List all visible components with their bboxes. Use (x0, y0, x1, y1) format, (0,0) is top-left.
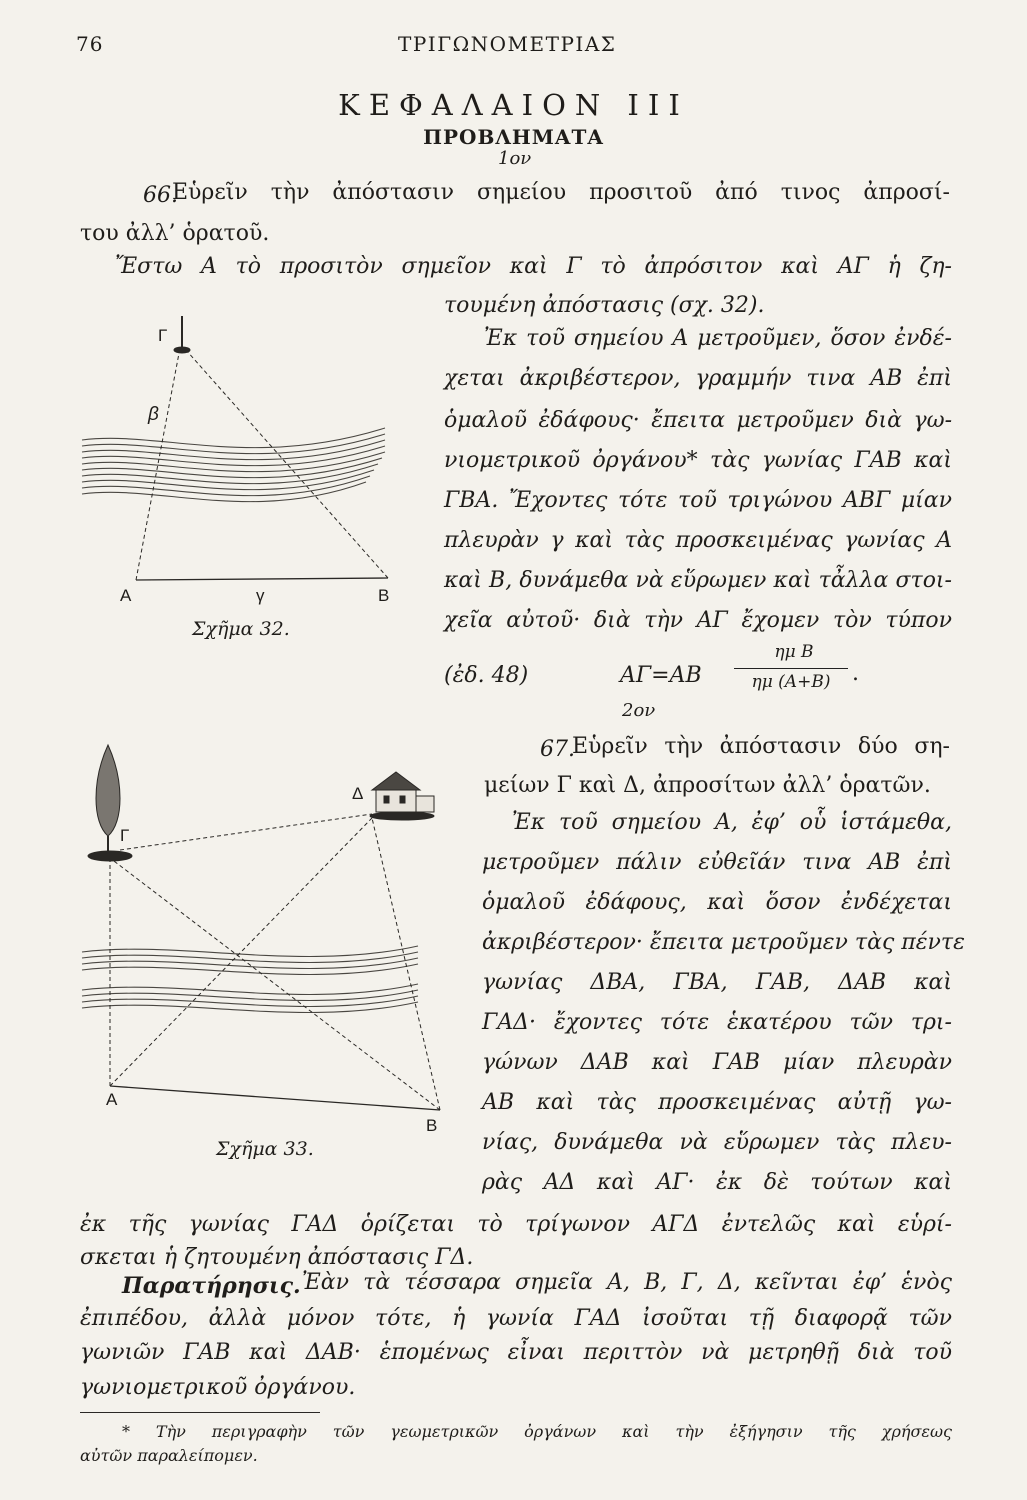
house-icon (370, 772, 434, 820)
s2-body-line-2: ὁμαλοῦ ἐδάφους, καὶ ὅσον ἐνδέχεται (482, 890, 952, 915)
section-marker-1: 1ον (498, 148, 532, 169)
page-number: 76 (76, 32, 104, 56)
footnote-line-1: αὐτῶν παραλείπομεν. (80, 1446, 258, 1465)
s2-full-line-1: σκεται ἡ ζητουμένη ἀπόστασις ΓΔ. (80, 1245, 474, 1270)
fig33-label-b: Β (426, 1116, 438, 1135)
fig32-label-small-gamma: γ (256, 586, 265, 605)
footnote-line-0: * Τὴν περιγραφὴν τῶν γεωμετρικῶν ὀργάνων καὶ τὴν ἐξήγησιν τῆς χρήσεως (122, 1422, 952, 1441)
fig32-label-beta: β (148, 404, 159, 425)
s1-body-line-2: Ἐκ τοῦ σημείου Α μετροῦμεν, ὅσον ἐνδέ- (484, 326, 952, 351)
s1-body-line-5: νιομετρικοῦ ὀργάνου* τὰς γωνίας ΓΑΒ καὶ (444, 448, 952, 473)
s2-body-line-4: γωνίας ΔΒΑ, ΓΒΑ, ΓΑΒ, ΔΑΒ καὶ (482, 970, 952, 995)
s1-body-line-0: Ἔστω Α τὸ προσιτὸν σημεῖον καὶ Γ τὸ ἀπρόσιτον καὶ ΑΓ ἡ ζη- (115, 254, 952, 279)
s1-body-line-9: χεῖα αὐτοῦ· διὰ τὴν ΑΓ ἔχομεν τὸν τύπον (444, 608, 952, 633)
problem-67-line-2: μείων Γ καὶ Δ, ἀπροσίτων ἀλλ’ ὁρατῶν. (484, 773, 931, 798)
s2-full-line-0: ἐκ τῆς γωνίας ΓΑΔ ὁρίζεται τὸ τρίγωνον ΑΓΔ ἐντελῶς καὶ εὑρί- (80, 1212, 952, 1237)
s1-body-line-3: χεται ἀκριβέστερον, γραμμήν τινα ΑΒ ἐπὶ (444, 366, 952, 391)
remark-line-0: ἐπιπέδου, ἀλλὰ μόνον τότε, ἡ γωνία ΓΑΔ ἰσοῦται τῇ διαφορᾷ τῶν (80, 1306, 952, 1331)
footnote-rule (80, 1412, 320, 1413)
formula-lhs: ΑΓ=ΑΒ (620, 663, 702, 688)
s1-body-line-4: ὁμαλοῦ ἐδάφους· ἔπειτα μετροῦμεν διὰ γω- (444, 408, 952, 433)
s2-body-line-3: ἀκριβέστερον· ἔπειτα μετροῦμεν τὰς πέντε (482, 930, 965, 955)
formula-ref: (ἐδ. 48) (444, 663, 529, 688)
remark-label: Παρατήρησις. (122, 1273, 301, 1299)
s2-body-line-7: ΑΒ καὶ τὰς προσκειμένας αὐτῇ γω- (482, 1090, 952, 1115)
problem-number-66: 66. (143, 183, 178, 208)
s2-body-line-8: νίας, δυνάμεθα νὰ εὕρωμεν τὰς πλευ- (482, 1130, 952, 1155)
problem-67-line-1: Εὑρεῖν τὴν ἀπόστασιν δύο ση- (572, 734, 950, 759)
fig33-label-a: Α (106, 1090, 118, 1109)
s1-body-line-8: καὶ Β, δυνάμεθα νὰ εὕρωμεν καὶ τἆλλα στοι- (444, 568, 952, 593)
remark-first-line: Ἐὰν τὰ τέσσαρα σημεῖα Α, Β, Γ, Δ, κεῖνται ἐφ’ ἑνὸς (302, 1270, 952, 1295)
running-title: ΤΡΙΓΩΝΟΜΕΤΡΙΑΣ (398, 32, 617, 56)
chapter-title: ΚΕΦΑΛΑΙΟΝ III (338, 88, 689, 122)
formula-end: . (852, 661, 859, 686)
s2-body-line-0: Ἐκ τοῦ σημείου Α, ἐφ’ οὗ ἱστάμεθα, (512, 810, 952, 835)
chapter-subtitle: ΠΡΟΒΛΗΜΑΤΑ (423, 125, 604, 149)
figure-32-caption: Σχῆμα 32. (192, 618, 290, 640)
problem-66-line-1: Εὑρεῖν τὴν ἀπόστασιν σημείου προσιτοῦ ἀπό τινος ἀπροσί- (172, 180, 950, 205)
formula-numerator: ημ Β (774, 642, 814, 662)
fig32-label-a: Α (120, 586, 132, 605)
s1-body-line-7: πλευρὰν γ καὶ τὰς προσκειμένας γωνίας Α (444, 528, 952, 553)
remark-line-1: γωνιῶν ΓΑΒ καὶ ΔΑΒ· ἑπομένως εἶναι περιττὸν νὰ μετρηθῇ διὰ τοῦ (80, 1340, 952, 1365)
remark-line-2: γωνιομετρικοῦ ὀργάνου. (80, 1375, 356, 1400)
s1-body-line-6: ΓΒΑ. Ἔχοντες τότε τοῦ τριγώνου ΑΒΓ μίαν (444, 488, 952, 513)
problem-number-67: 67. (540, 737, 575, 762)
s2-body-line-5: ΓΑΔ· ἔχοντες τότε ἑκατέρου τῶν τρι- (482, 1010, 952, 1035)
figure-33-caption: Σχῆμα 33. (216, 1138, 314, 1160)
s2-body-line-6: γώνων ΔΑΒ καὶ ΓΑΒ μίαν πλευρὰν (482, 1050, 952, 1075)
problem-66-line-2: του ἀλλ’ ὁρατοῦ. (80, 221, 270, 246)
fig32-label-b: Β (378, 586, 390, 605)
fig33-label-delta: Δ (352, 784, 364, 803)
formula-denominator: ημ (Α+Β) (751, 672, 831, 692)
s2-body-line-1: μετροῦμεν πάλιν εὐθεῖάν τινα ΑΒ ἐπὶ (482, 850, 952, 875)
section-marker-2: 2ον (622, 700, 656, 721)
s2-body-line-9: ρὰς ΑΔ καὶ ΑΓ· ἐκ δὲ τούτων καὶ (482, 1170, 952, 1195)
river-figure-33 (82, 946, 418, 1012)
fig33-label-gamma: Γ (120, 826, 130, 845)
fig32-label-gamma: Γ (158, 326, 168, 345)
s1-body-line-1: τουμένη ἀπόστασις (σχ. 32). (444, 293, 765, 318)
